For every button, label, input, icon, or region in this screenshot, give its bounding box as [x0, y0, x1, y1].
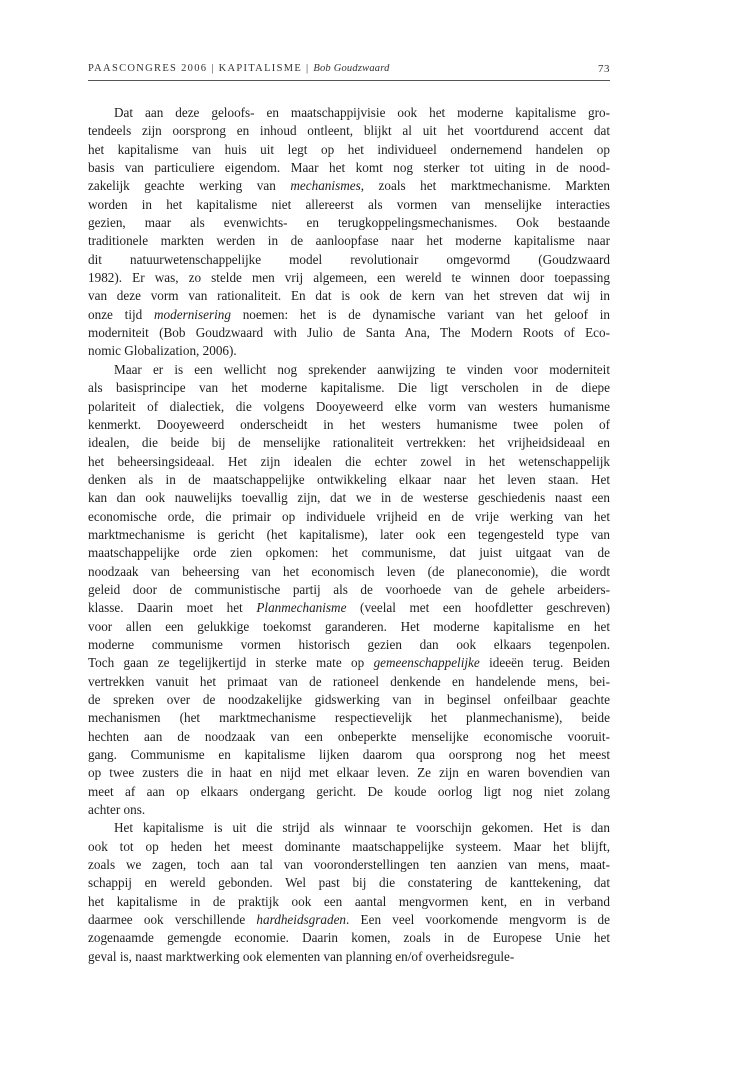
text-line — [88, 599, 610, 617]
text-run: idealen, die beide bij de menselijke rationaliteit vertrekken: het vrijheidsideaal en — [88, 435, 610, 451]
emphasis-run: mechanismes — [290, 178, 361, 194]
text-line — [88, 232, 610, 250]
text-run: denken als in de maatschappelijke ontwikkeling elkaar naar het leven staan. Het — [88, 471, 610, 487]
text-run: kan dan ook nauwelijks toevallig zijn, dat we in de westerse geschiedenis naast een — [88, 490, 610, 506]
text-line — [88, 324, 610, 342]
text-run: schappij en wereld gebonden. Wel past bij die constatering de kanttekening, dat — [88, 875, 610, 891]
text-line — [88, 398, 610, 416]
text-run: ook tot op heden het meest dominante maatschappelijke systeem. Maar het blijft, — [88, 838, 610, 854]
emphasis-run: gemeenschappelijke — [373, 655, 480, 671]
text-line — [88, 416, 610, 434]
text-run: tendeels zijn oorsprong en inhoud ontleent, blijkt al uit het voortdurend accent dat — [88, 123, 610, 139]
text-run: polariteit of dialectiek, die volgens Dooyeweerd elke vorm van westers humanisme — [88, 398, 610, 414]
text-run: (veelal met een hoofdletter geschreven) — [346, 600, 611, 616]
text-run: basis van particuliere eigendom. Maar het komt nog sterker tot uiting in de nood- — [88, 160, 610, 176]
text-run: van deze vorm van rationaliteit. En dat is ook de kern van het streven dat wij in — [88, 288, 610, 304]
text-line — [88, 563, 610, 581]
text-line — [88, 471, 610, 489]
text-run: , zoals het marktmechanisme. Markten — [360, 178, 610, 194]
text-run: vertrekken vanuit het primaat van de rationeel denkende en handelende mens, bei- — [88, 673, 610, 689]
running-head-separator: | — [211, 63, 215, 74]
paragraph — [88, 104, 610, 361]
text-run: Toch gaan ze tegelijkertijd in sterke mate op — [88, 655, 374, 671]
running-head-section: KAPITALISME — [218, 63, 303, 74]
text-line — [88, 544, 610, 562]
body-text — [88, 104, 610, 966]
text-line — [88, 709, 610, 727]
text-line — [88, 453, 610, 471]
text-line — [88, 122, 610, 140]
text-run: moderne communisme vormen historisch gezien dan ook elkaars tegenpolen. — [88, 636, 610, 652]
text-line — [88, 654, 610, 672]
page-number: 73 — [598, 63, 610, 75]
text-run: nomic Globalization, 2006). — [88, 343, 237, 359]
paragraph — [88, 361, 610, 820]
text-run: het kapitalisme in de praktijk ook een aantal mengvormen kent, en in verband — [88, 893, 610, 909]
text-line — [88, 764, 610, 782]
text-line — [88, 196, 610, 214]
text-line — [88, 893, 610, 911]
text-run: zogenaamde gemengde economie. Daarin komen, zoals in de Europese Unie het — [88, 930, 610, 946]
text-line — [88, 673, 610, 691]
emphasis-run: modernisering — [154, 306, 231, 322]
text-line — [88, 838, 610, 856]
running-head — [88, 63, 610, 79]
running-head-separator: | — [306, 63, 310, 74]
text-line — [88, 306, 610, 324]
text-line — [88, 141, 610, 159]
emphasis-run: Planmechanisme — [256, 600, 347, 616]
running-head-congress: PAASCONGRES 2006 — [88, 63, 208, 74]
text-line — [88, 856, 610, 874]
text-run: marktmechanisme is gericht (het kapitalisme), later ook een tegengesteld type van — [88, 526, 610, 542]
text-run: meet af aan op elkaars ondergang gericht. De koude oorlog ligt nog niet zolang — [88, 783, 610, 799]
text-run: als basisprincipe van het moderne kapitalisme. Die ligt verscholen in de diepe — [88, 380, 610, 396]
text-run: voor allen een gelukkige toekomst garanderen. Het moderne kapitalisme en het — [88, 618, 610, 634]
text-run: het beheersingsideaal. Het zijn idealen die echter zowel in het wetenschappelijk — [88, 453, 610, 469]
text-line — [88, 801, 610, 819]
text-line — [88, 874, 610, 892]
text-line — [88, 929, 610, 947]
text-run: daarmee ook verschillende — [88, 912, 257, 928]
text-run: geval is, naast marktwerking ook elementen van planning en/of overheidsregule- — [88, 948, 515, 964]
text-run: worden in het kapitalisme niet allereerst als vormen van menselijke interacties — [88, 196, 610, 212]
emphasis-run: hardheidsgraden — [256, 912, 347, 928]
header-rule — [88, 80, 610, 81]
text-line — [88, 214, 610, 232]
text-line — [88, 691, 610, 709]
text-line — [88, 269, 610, 287]
text-run: ideeën terug. Beiden — [479, 655, 610, 671]
text-run: hechten aan de noodzaak van een onbeperkte menselijke economische vooruit- — [88, 728, 610, 744]
text-line — [88, 104, 610, 122]
text-line — [88, 911, 610, 929]
text-line — [88, 618, 610, 636]
text-line — [88, 434, 610, 452]
text-run: economische orde, die primair op individuele vrijheid en de vrije werking van het — [88, 508, 610, 524]
text-run: dit natuurwetenschappelijke model revolutionair omgevormd (Goudzwaard — [88, 251, 610, 267]
text-run: Dat aan deze geloofs- en maatschappijvisie ook het moderne kapitalisme gro- — [114, 105, 610, 120]
text-run: zoals we zagen, toch aan tal van vooronderstellingen ten aanzien van mens, maat- — [88, 857, 610, 873]
text-run: moderniteit (Bob Goudzwaard with Julio de Santa Ana, The Modern Roots of Eco- — [88, 325, 610, 341]
text-run: zakelijk geachte werking van — [88, 178, 291, 194]
text-line — [88, 159, 610, 177]
text-line — [88, 379, 610, 397]
text-run: de spreken over de noodzakelijke gidswerking van in beginsel onfeilbaar geachte — [88, 692, 610, 707]
text-line — [88, 783, 610, 801]
text-line — [88, 508, 610, 526]
text-line — [88, 526, 610, 544]
text-run: . Een veel voorkomende mengvorm is de — [346, 912, 610, 928]
text-run: op twee zusters die in haat en nijd met elkaar leven. Ze zijn en waren bovendien van — [88, 765, 610, 781]
text-run: onze tijd — [88, 306, 154, 322]
text-line — [88, 636, 610, 654]
text-line — [88, 361, 610, 379]
text-line — [88, 746, 610, 764]
text-run: maatschappelijke orde zien opkomen: het communisme, dat juist uitgaat van de — [88, 545, 610, 561]
text-line — [88, 581, 610, 599]
text-run: achter ons. — [88, 802, 146, 818]
text-line — [88, 177, 610, 195]
text-run: mechanismen (het marktmechanisme respectievelijk het planmechanisme), beide — [88, 710, 610, 726]
text-run: gezien, maar als evenwichts- en terugkoppelingsmechanismes. Ook bestaande — [88, 215, 610, 231]
text-run: Het kapitalisme is uit die strijd als winnaar te voorschijn gekomen. Het is dan — [114, 820, 610, 836]
text-run: noodzaak van beheersing van het economisch leven (de planeconomie), die wordt — [88, 563, 610, 579]
text-run: Maar er is een wellicht nog sprekender aanwijzing te vinden voor moderniteit — [114, 361, 610, 377]
text-line — [88, 287, 610, 305]
text-line — [88, 489, 610, 507]
text-run: traditionele markten werden in de aanloopfase naar het moderne kapitalisme naar — [88, 233, 610, 249]
running-head-author: Bob Goudzwaard — [313, 63, 390, 74]
text-run: kenmerkt. Dooyeweerd onderscheidt in het westers humanisme twee polen of — [88, 416, 610, 432]
text-line — [88, 251, 610, 269]
text-line — [88, 342, 610, 360]
text-line — [88, 819, 610, 837]
text-run: 1982). Er was, zo stelde men vrij algemeen, een wereld te winnen door toepassing — [88, 270, 610, 286]
text-run: gang. Communisme en kapitalisme lijken daarom qua oorsprong nog het meest — [88, 747, 610, 763]
text-line — [88, 948, 610, 966]
text-run: geleid door de communistische partij als de voorhoede van de gehele arbeiders- — [88, 581, 610, 597]
text-run: noemen: het is de dynamische variant van het geloof in — [230, 306, 610, 322]
paragraph — [88, 819, 610, 966]
text-run: klasse. Daarin moet het — [88, 600, 257, 616]
text-line — [88, 728, 610, 746]
text-run: het kapitalisme van huis uit legt op het individueel ondernemend handelen op — [88, 141, 610, 157]
